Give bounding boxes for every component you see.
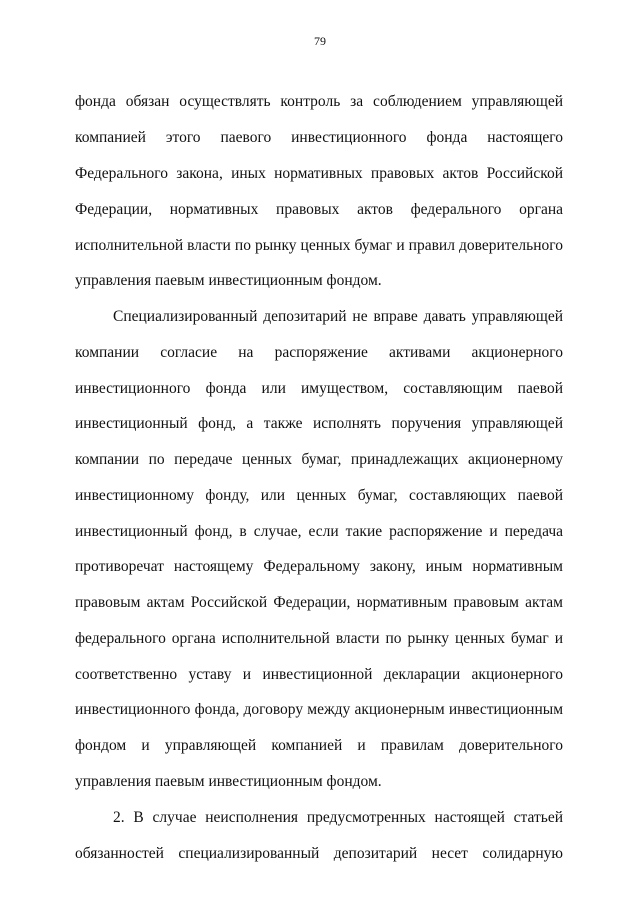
text-line: Специализированный депозитарий не вправе давать управляющей <box>113 308 563 325</box>
text-line: соответственно уставу и инвестиционной декларации акционерного <box>75 666 563 683</box>
text-line: компании согласие на распоряжение активами акционерного <box>75 344 563 361</box>
text-line: управления паевым инвестиционным фондом. <box>75 272 382 289</box>
text-line: фондом и управляющей компанией и правилам доверительного <box>75 737 563 754</box>
text-line: управления паевым инвестиционным фондом. <box>75 773 382 790</box>
text-line: противоречат настоящему Федеральному закону, иным нормативным <box>75 558 563 575</box>
text-line: компанией этого паевого инвестиционного фонда настоящего <box>75 129 563 146</box>
text-line: федерального органа исполнительной власти по рынку ценных бумаг и <box>75 630 563 647</box>
text-line: инвестиционного фонда или имуществом, составляющим паевой <box>75 380 563 397</box>
text-line: Федерации, нормативных правовых актов федерального органа <box>75 201 563 218</box>
text-line: обязанностей специализированный депозитарий несет солидарную <box>75 845 563 862</box>
text-line: инвестиционному фонду, или ценных бумаг, составляющих паевой <box>75 487 563 504</box>
text-line: компании по передаче ценных бумаг, принадлежащих акционерному <box>75 451 563 468</box>
text-line: инвестиционного фонда, договору между акционерным инвестиционным <box>75 701 563 718</box>
page-number: 79 <box>314 34 326 48</box>
text-line: правовым актам Российской Федерации, нормативным правовым актам <box>75 594 563 611</box>
text-line: инвестиционный фонд, в случае, если такие распоряжение и передача <box>75 523 563 540</box>
text-line: Федерального закона, иных нормативных правовых актов Российской <box>75 165 563 182</box>
text-line: инвестиционный фонд, а также исполнять поручения управляющей <box>75 415 563 432</box>
text-line: 2. В случае неисполнения предусмотренных настоящей статьей <box>113 809 563 826</box>
text-line: фонда обязан осуществлять контроль за соблюдением управляющей <box>75 93 563 110</box>
text-line: исполнительной власти по рынку ценных бумаг и правил доверительного <box>75 237 563 254</box>
